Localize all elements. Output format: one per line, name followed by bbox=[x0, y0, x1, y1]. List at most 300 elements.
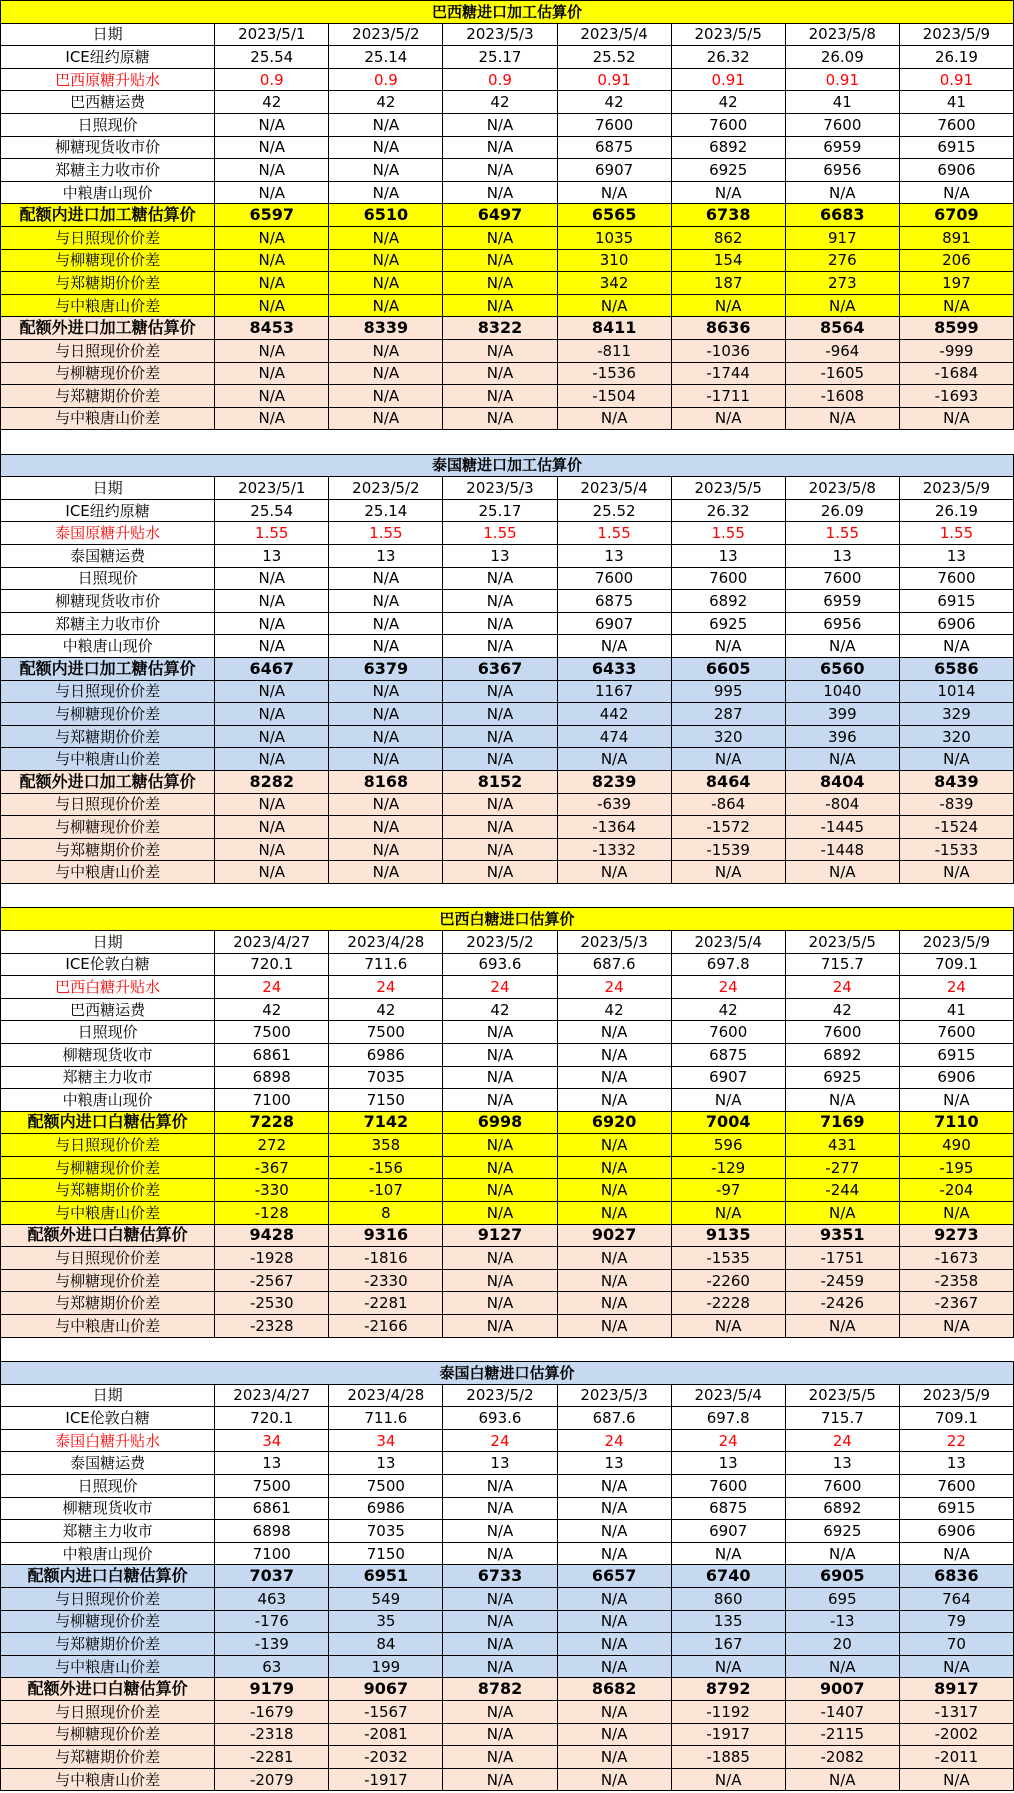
value-cell: 8411 bbox=[557, 317, 671, 340]
value-cell: 24 bbox=[215, 976, 329, 999]
value-cell: N/A bbox=[557, 1043, 671, 1066]
value-cell: 42 bbox=[671, 91, 785, 114]
value-cell: N/A bbox=[443, 635, 557, 658]
value-cell: N/A bbox=[899, 1202, 1013, 1225]
row-label: 配额外进口白糖估算价 bbox=[1, 1678, 215, 1701]
value-cell: 0.91 bbox=[899, 68, 1013, 91]
value-cell: 8564 bbox=[785, 317, 899, 340]
value-cell: N/A bbox=[443, 181, 557, 204]
value-cell: 24 bbox=[329, 976, 443, 999]
row-label: 泰国原糖升贴水 bbox=[1, 522, 215, 545]
value-cell: N/A bbox=[443, 159, 557, 182]
value-cell: N/A bbox=[329, 793, 443, 816]
table-row bbox=[1, 317, 1014, 340]
value-cell: 35 bbox=[329, 1610, 443, 1633]
value-cell: 7600 bbox=[785, 1021, 899, 1044]
value-cell: 272 bbox=[215, 1134, 329, 1157]
value-cell: -1036 bbox=[671, 339, 785, 362]
value-cell: N/A bbox=[443, 1179, 557, 1202]
table-row bbox=[1, 522, 1014, 545]
value-cell: N/A bbox=[443, 294, 557, 317]
row-label: 配额外进口加工糖估算价 bbox=[1, 770, 215, 793]
value-cell: N/A bbox=[329, 385, 443, 408]
value-cell: 7600 bbox=[899, 1021, 1013, 1044]
value-cell: -1364 bbox=[557, 816, 671, 839]
table-row bbox=[1, 204, 1014, 227]
value-cell: N/A bbox=[899, 294, 1013, 317]
value-cell: N/A bbox=[443, 838, 557, 861]
row-label: 与中粮唐山价差 bbox=[1, 1655, 215, 1678]
value-cell: N/A bbox=[329, 861, 443, 884]
value-cell: -2228 bbox=[671, 1292, 785, 1315]
value-cell: 7600 bbox=[671, 567, 785, 590]
value-cell: 34 bbox=[329, 1429, 443, 1452]
value-cell: N/A bbox=[215, 590, 329, 613]
value-cell: 42 bbox=[329, 91, 443, 114]
value-cell: 596 bbox=[671, 1134, 785, 1157]
value-cell: 6565 bbox=[557, 204, 671, 227]
value-cell: -1445 bbox=[785, 816, 899, 839]
section-table bbox=[0, 907, 1014, 1337]
value-cell: N/A bbox=[443, 1202, 557, 1225]
value-cell: -1192 bbox=[671, 1700, 785, 1723]
value-cell: 206 bbox=[899, 249, 1013, 272]
table-row bbox=[1, 861, 1014, 884]
value-cell: 995 bbox=[671, 680, 785, 703]
table-row bbox=[1, 590, 1014, 613]
value-cell: 6959 bbox=[785, 136, 899, 159]
date-header-cell: 2023/5/5 bbox=[785, 1384, 899, 1407]
row-label: ICE纽约原糖 bbox=[1, 499, 215, 522]
value-cell: -2330 bbox=[329, 1269, 443, 1292]
value-cell: N/A bbox=[443, 1066, 557, 1089]
row-label: 柳糖现货收市价 bbox=[1, 590, 215, 613]
value-cell: -839 bbox=[899, 793, 1013, 816]
value-cell: N/A bbox=[557, 294, 671, 317]
value-cell: N/A bbox=[443, 1474, 557, 1497]
row-label: 泰国白糖升贴水 bbox=[1, 1429, 215, 1452]
value-cell: -1539 bbox=[671, 838, 785, 861]
value-cell: N/A bbox=[557, 1746, 671, 1769]
value-cell: -2032 bbox=[329, 1746, 443, 1769]
table-row bbox=[1, 748, 1014, 771]
value-cell: 7100 bbox=[215, 1089, 329, 1112]
table-row bbox=[1, 1156, 1014, 1179]
value-cell: N/A bbox=[443, 1156, 557, 1179]
row-label: 与郑糖期价价差 bbox=[1, 725, 215, 748]
value-cell: N/A bbox=[557, 1247, 671, 1270]
value-cell: -1524 bbox=[899, 816, 1013, 839]
value-cell: N/A bbox=[443, 1043, 557, 1066]
value-cell: -2281 bbox=[215, 1746, 329, 1769]
value-cell: N/A bbox=[899, 635, 1013, 658]
value-cell: 13 bbox=[899, 545, 1013, 568]
value-cell: -1751 bbox=[785, 1247, 899, 1270]
value-cell: N/A bbox=[899, 1655, 1013, 1678]
value-cell: 7600 bbox=[557, 113, 671, 136]
value-cell: 6433 bbox=[557, 658, 671, 681]
value-cell: N/A bbox=[785, 1202, 899, 1225]
table-row bbox=[1, 998, 1014, 1021]
value-cell: -864 bbox=[671, 793, 785, 816]
date-header-row bbox=[1, 477, 1014, 500]
value-cell: 6738 bbox=[671, 204, 785, 227]
date-header-cell: 2023/5/5 bbox=[671, 477, 785, 500]
row-label: 郑糖主力收市 bbox=[1, 1520, 215, 1543]
table-row bbox=[1, 362, 1014, 385]
value-cell: 6892 bbox=[785, 1043, 899, 1066]
table-row bbox=[1, 1746, 1014, 1769]
value-cell: 42 bbox=[671, 998, 785, 1021]
table-row bbox=[1, 1043, 1014, 1066]
value-cell: 6915 bbox=[899, 1043, 1013, 1066]
table-row bbox=[1, 1520, 1014, 1543]
value-cell: 6956 bbox=[785, 159, 899, 182]
table-row bbox=[1, 46, 1014, 69]
value-cell: N/A bbox=[785, 1768, 899, 1791]
value-cell: N/A bbox=[443, 1723, 557, 1746]
table-row bbox=[1, 545, 1014, 568]
value-cell: 42 bbox=[557, 998, 671, 1021]
value-cell: 273 bbox=[785, 272, 899, 295]
table-row bbox=[1, 793, 1014, 816]
value-cell: 8239 bbox=[557, 770, 671, 793]
value-cell: 711.6 bbox=[329, 953, 443, 976]
value-cell: 7142 bbox=[329, 1111, 443, 1134]
row-label: 柳糖现货收市价 bbox=[1, 136, 215, 159]
value-cell: N/A bbox=[443, 1089, 557, 1112]
row-label: 与日照现价价差 bbox=[1, 680, 215, 703]
row-label: 与郑糖期价价差 bbox=[1, 838, 215, 861]
value-cell: 1035 bbox=[557, 226, 671, 249]
value-cell: 891 bbox=[899, 226, 1013, 249]
value-cell: N/A bbox=[329, 567, 443, 590]
value-cell: N/A bbox=[557, 1497, 671, 1520]
value-cell: N/A bbox=[557, 1768, 671, 1791]
table-row bbox=[1, 181, 1014, 204]
value-cell: -2367 bbox=[899, 1292, 1013, 1315]
value-cell: N/A bbox=[215, 725, 329, 748]
value-cell: -2281 bbox=[329, 1292, 443, 1315]
row-label: 与柳糖现价价差 bbox=[1, 362, 215, 385]
value-cell: N/A bbox=[557, 1655, 671, 1678]
section-spacer bbox=[0, 430, 1014, 453]
table-row bbox=[1, 68, 1014, 91]
row-label: 与柳糖现价价差 bbox=[1, 1269, 215, 1292]
value-cell: 13 bbox=[215, 1452, 329, 1475]
value-cell: 6906 bbox=[899, 612, 1013, 635]
value-cell: 6959 bbox=[785, 590, 899, 613]
value-cell: 7004 bbox=[671, 1111, 785, 1134]
value-cell: N/A bbox=[329, 181, 443, 204]
value-cell: 6915 bbox=[899, 590, 1013, 613]
value-cell: 84 bbox=[329, 1633, 443, 1656]
value-cell: 13 bbox=[785, 1452, 899, 1475]
value-cell: N/A bbox=[215, 136, 329, 159]
value-cell: 13 bbox=[557, 1452, 671, 1475]
value-cell: -244 bbox=[785, 1179, 899, 1202]
value-cell: 697.8 bbox=[671, 1407, 785, 1430]
value-cell: 1.55 bbox=[215, 522, 329, 545]
table-row bbox=[1, 1587, 1014, 1610]
value-cell: -1684 bbox=[899, 362, 1013, 385]
value-cell: 7500 bbox=[215, 1474, 329, 1497]
section-table bbox=[0, 1361, 1014, 1791]
table-row bbox=[1, 703, 1014, 726]
value-cell: N/A bbox=[215, 249, 329, 272]
value-cell: -2358 bbox=[899, 1269, 1013, 1292]
row-label: 与日照现价价差 bbox=[1, 226, 215, 249]
date-header-cell: 2023/5/2 bbox=[443, 930, 557, 953]
row-label: 与中粮唐山价差 bbox=[1, 1202, 215, 1225]
value-cell: 7600 bbox=[899, 1474, 1013, 1497]
value-cell: 24 bbox=[443, 976, 557, 999]
date-header-cell: 2023/5/9 bbox=[899, 477, 1013, 500]
value-cell: 6740 bbox=[671, 1565, 785, 1588]
value-cell: 25.52 bbox=[557, 46, 671, 69]
value-cell: 463 bbox=[215, 1587, 329, 1610]
date-header-cell: 2023/5/3 bbox=[557, 930, 671, 953]
value-cell: 25.14 bbox=[329, 499, 443, 522]
value-cell: N/A bbox=[785, 1089, 899, 1112]
row-label: 郑糖主力收市价 bbox=[1, 159, 215, 182]
value-cell: N/A bbox=[443, 339, 557, 362]
value-cell: N/A bbox=[443, 793, 557, 816]
row-label: 巴西糖运费 bbox=[1, 91, 215, 114]
table-row bbox=[1, 1542, 1014, 1565]
row-label: 中粮唐山现价 bbox=[1, 1089, 215, 1112]
value-cell: N/A bbox=[443, 590, 557, 613]
value-cell: 693.6 bbox=[443, 1407, 557, 1430]
value-cell: N/A bbox=[443, 407, 557, 430]
value-cell: -128 bbox=[215, 1202, 329, 1225]
value-cell: 862 bbox=[671, 226, 785, 249]
value-cell: 1.55 bbox=[785, 522, 899, 545]
row-label: 配额外进口加工糖估算价 bbox=[1, 317, 215, 340]
value-cell: N/A bbox=[557, 1269, 671, 1292]
section-title: 泰国白糖进口估算价 bbox=[1, 1362, 1014, 1385]
value-cell: 187 bbox=[671, 272, 785, 295]
value-cell: N/A bbox=[215, 680, 329, 703]
value-cell: 8782 bbox=[443, 1678, 557, 1701]
value-cell: N/A bbox=[557, 1520, 671, 1543]
value-cell: 6367 bbox=[443, 658, 557, 681]
value-cell: 549 bbox=[329, 1587, 443, 1610]
value-cell: -639 bbox=[557, 793, 671, 816]
value-cell: 79 bbox=[899, 1610, 1013, 1633]
date-header-cell: 2023/5/9 bbox=[899, 23, 1013, 46]
value-cell: 42 bbox=[443, 998, 557, 1021]
value-cell: -2079 bbox=[215, 1768, 329, 1791]
value-cell: N/A bbox=[329, 612, 443, 635]
value-cell: 6510 bbox=[329, 204, 443, 227]
table-row bbox=[1, 113, 1014, 136]
value-cell: 7228 bbox=[215, 1111, 329, 1134]
date-header-cell: 2023/5/2 bbox=[329, 23, 443, 46]
value-cell: -2426 bbox=[785, 1292, 899, 1315]
date-header-label: 日期 bbox=[1, 23, 215, 46]
row-label: 中粮唐山现价 bbox=[1, 635, 215, 658]
table-row bbox=[1, 1247, 1014, 1270]
row-label: 配额内进口白糖估算价 bbox=[1, 1111, 215, 1134]
value-cell: 6906 bbox=[899, 1520, 1013, 1543]
value-cell: 6905 bbox=[785, 1565, 899, 1588]
value-cell: 13 bbox=[329, 545, 443, 568]
value-cell: N/A bbox=[443, 1655, 557, 1678]
value-cell: 6915 bbox=[899, 1497, 1013, 1520]
value-cell: N/A bbox=[443, 861, 557, 884]
row-label: 与柳糖现价价差 bbox=[1, 1610, 215, 1633]
value-cell: N/A bbox=[215, 294, 329, 317]
row-label: 与郑糖期价价差 bbox=[1, 1179, 215, 1202]
table-row bbox=[1, 1633, 1014, 1656]
value-cell: 24 bbox=[899, 976, 1013, 999]
value-cell: N/A bbox=[557, 181, 671, 204]
value-cell: N/A bbox=[557, 1179, 671, 1202]
value-cell: 1167 bbox=[557, 680, 671, 703]
value-cell: N/A bbox=[443, 1633, 557, 1656]
value-cell: 13 bbox=[215, 545, 329, 568]
value-cell: N/A bbox=[671, 1089, 785, 1112]
row-label: 与柳糖现价价差 bbox=[1, 1156, 215, 1179]
value-cell: 135 bbox=[671, 1610, 785, 1633]
value-cell: 7150 bbox=[329, 1542, 443, 1565]
value-cell: 6379 bbox=[329, 658, 443, 681]
value-cell: -2459 bbox=[785, 1269, 899, 1292]
value-cell: -176 bbox=[215, 1610, 329, 1633]
value-cell: 13 bbox=[899, 1452, 1013, 1475]
value-cell: N/A bbox=[899, 181, 1013, 204]
value-cell: -107 bbox=[329, 1179, 443, 1202]
date-header-cell: 2023/5/9 bbox=[899, 930, 1013, 953]
section-spacer bbox=[0, 884, 1014, 907]
date-header-cell: 2023/5/4 bbox=[557, 477, 671, 500]
value-cell: 0.9 bbox=[215, 68, 329, 91]
date-header-cell: 2023/5/1 bbox=[215, 477, 329, 500]
value-cell: N/A bbox=[329, 159, 443, 182]
value-cell: 24 bbox=[443, 1429, 557, 1452]
value-cell: 6986 bbox=[329, 1497, 443, 1520]
value-cell: -1816 bbox=[329, 1247, 443, 1270]
value-cell: N/A bbox=[785, 1542, 899, 1565]
value-cell: N/A bbox=[215, 703, 329, 726]
value-cell: 0.91 bbox=[557, 68, 671, 91]
value-cell: 8599 bbox=[899, 317, 1013, 340]
value-cell: 8 bbox=[329, 1202, 443, 1225]
value-cell: N/A bbox=[443, 703, 557, 726]
value-cell: -1928 bbox=[215, 1247, 329, 1270]
table-row bbox=[1, 1429, 1014, 1452]
value-cell: N/A bbox=[557, 1474, 671, 1497]
value-cell: 13 bbox=[785, 545, 899, 568]
value-cell: -1693 bbox=[899, 385, 1013, 408]
value-cell: -2318 bbox=[215, 1723, 329, 1746]
value-cell: -1407 bbox=[785, 1700, 899, 1723]
value-cell: 9067 bbox=[329, 1678, 443, 1701]
value-cell: N/A bbox=[671, 1315, 785, 1338]
value-cell: 6861 bbox=[215, 1497, 329, 1520]
value-cell: 34 bbox=[215, 1429, 329, 1452]
date-header-row bbox=[1, 1384, 1014, 1407]
value-cell: 25.54 bbox=[215, 499, 329, 522]
value-cell: -1572 bbox=[671, 816, 785, 839]
value-cell: 720.1 bbox=[215, 953, 329, 976]
value-cell: N/A bbox=[443, 1021, 557, 1044]
value-cell: N/A bbox=[215, 362, 329, 385]
value-cell: N/A bbox=[443, 1520, 557, 1543]
value-cell: -156 bbox=[329, 1156, 443, 1179]
value-cell: N/A bbox=[671, 294, 785, 317]
table-row bbox=[1, 838, 1014, 861]
value-cell: 711.6 bbox=[329, 1407, 443, 1430]
value-cell: 42 bbox=[785, 998, 899, 1021]
value-cell: 1.55 bbox=[329, 522, 443, 545]
table-row bbox=[1, 1269, 1014, 1292]
date-header-cell: 2023/5/4 bbox=[671, 930, 785, 953]
value-cell: -139 bbox=[215, 1633, 329, 1656]
value-cell: N/A bbox=[329, 816, 443, 839]
value-cell: N/A bbox=[443, 226, 557, 249]
value-cell: N/A bbox=[557, 1587, 671, 1610]
value-cell: 431 bbox=[785, 1134, 899, 1157]
value-cell: N/A bbox=[557, 861, 671, 884]
value-cell: N/A bbox=[443, 748, 557, 771]
value-cell: 63 bbox=[215, 1655, 329, 1678]
value-cell: 720.1 bbox=[215, 1407, 329, 1430]
value-cell: 7500 bbox=[329, 1021, 443, 1044]
value-cell: N/A bbox=[215, 793, 329, 816]
row-label: 柳糖现货收市 bbox=[1, 1497, 215, 1520]
value-cell: -1533 bbox=[899, 838, 1013, 861]
value-cell: 9027 bbox=[557, 1224, 671, 1247]
value-cell: 13 bbox=[557, 545, 671, 568]
value-cell: 9127 bbox=[443, 1224, 557, 1247]
value-cell: 199 bbox=[329, 1655, 443, 1678]
value-cell: N/A bbox=[785, 635, 899, 658]
value-cell: -1332 bbox=[557, 838, 671, 861]
value-cell: N/A bbox=[785, 407, 899, 430]
value-cell: N/A bbox=[215, 272, 329, 295]
value-cell: N/A bbox=[215, 159, 329, 182]
table-row bbox=[1, 1678, 1014, 1701]
value-cell: N/A bbox=[557, 1542, 671, 1565]
value-cell: 276 bbox=[785, 249, 899, 272]
value-cell: N/A bbox=[215, 861, 329, 884]
table-row bbox=[1, 567, 1014, 590]
table-row bbox=[1, 159, 1014, 182]
value-cell: 26.19 bbox=[899, 46, 1013, 69]
value-cell: N/A bbox=[329, 725, 443, 748]
value-cell: 25.17 bbox=[443, 46, 557, 69]
value-cell: N/A bbox=[329, 362, 443, 385]
value-cell: -2082 bbox=[785, 1746, 899, 1769]
row-label: 与中粮唐山价差 bbox=[1, 407, 215, 430]
value-cell: N/A bbox=[329, 226, 443, 249]
value-cell: -204 bbox=[899, 1179, 1013, 1202]
value-cell: 764 bbox=[899, 1587, 1013, 1610]
value-cell: 329 bbox=[899, 703, 1013, 726]
value-cell: N/A bbox=[557, 1202, 671, 1225]
value-cell: N/A bbox=[329, 136, 443, 159]
value-cell: N/A bbox=[671, 635, 785, 658]
date-header-cell: 2023/5/8 bbox=[785, 477, 899, 500]
table-row bbox=[1, 1565, 1014, 1588]
row-label: 日照现价 bbox=[1, 567, 215, 590]
value-cell: 490 bbox=[899, 1134, 1013, 1157]
value-cell: 7035 bbox=[329, 1066, 443, 1089]
table-row bbox=[1, 1111, 1014, 1134]
value-cell: N/A bbox=[557, 1610, 671, 1633]
